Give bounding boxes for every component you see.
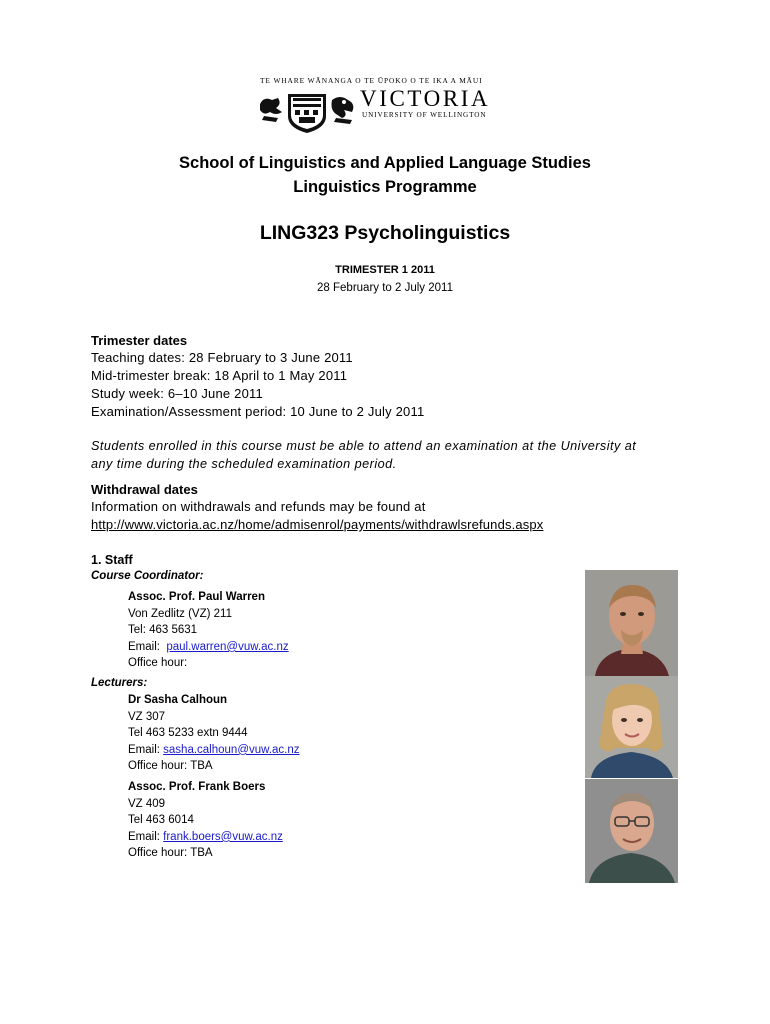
- staff-heading: 1. Staff: [91, 553, 133, 567]
- exam-period: Examination/Assessment period: 10 June to 2 July 2011: [91, 404, 425, 419]
- staff-office: Von Zedlitz (VZ) 211: [128, 607, 232, 620]
- course-dates: 28 February to 2 July 2011: [317, 282, 453, 294]
- programme-name: Linguistics Programme: [293, 178, 477, 196]
- crest-icon: [258, 86, 358, 134]
- staff-name: Assoc. Prof. Frank Boers: [128, 781, 266, 793]
- staff-office-hour: Office hour: TBA: [128, 847, 213, 860]
- email-label: Email:: [128, 640, 160, 653]
- school-heading: [0, 151, 770, 199]
- coordinator-label: Course Coordinator:: [91, 570, 204, 582]
- university-subtitle: UNIVERSITY OF WELLINGTON: [362, 111, 487, 119]
- lecturers-label: Lecturers:: [91, 677, 148, 689]
- photo-paul-warren: [585, 570, 678, 676]
- staff-office-hour: Office hour: TBA: [128, 760, 213, 773]
- staff-tel: Tel 463 6014: [128, 814, 194, 827]
- study-week: Study week: 6–10 June 2011: [91, 386, 263, 401]
- staff-email-row: [128, 742, 300, 759]
- school-name: School of Linguistics and Applied Language Studies: [179, 154, 591, 172]
- staff-card-paul-warren: [128, 589, 289, 672]
- staff-office: VZ 307: [128, 710, 166, 723]
- staff-card-frank-boers: [128, 779, 283, 862]
- withdrawal-section: [91, 481, 691, 534]
- course-title: LING323 Psycholinguistics: [259, 222, 511, 244]
- email-link[interactable]: sasha.calhoun@vuw.ac.nz: [163, 743, 300, 756]
- staff-card-sasha-calhoun: [128, 692, 300, 775]
- staff-name: Dr Sasha Calhoun: [128, 694, 228, 706]
- exam-note: [91, 437, 691, 473]
- university-name: VICTORIA: [360, 86, 491, 111]
- email-link[interactable]: frank.boers@vuw.ac.nz: [163, 830, 283, 843]
- exam-note-line-2: any time during the scheduled examination period.: [91, 457, 397, 471]
- email-label: Email:: [128, 830, 160, 843]
- staff-office: VZ 409: [128, 797, 166, 810]
- university-logo: [258, 76, 518, 134]
- staff-office-hour: Office hour:: [128, 657, 188, 670]
- email-label: Email:: [128, 743, 160, 756]
- withdrawal-heading: Withdrawal dates: [91, 482, 198, 497]
- trimester-dates-heading: Trimester dates: [91, 333, 188, 348]
- email-link[interactable]: paul.warren@vuw.ac.nz: [166, 640, 289, 653]
- staff-tel: Tel: 463 5631: [128, 624, 198, 637]
- withdrawal-text: Information on withdrawals and refunds may be found at: [91, 499, 426, 514]
- trimester-dates-section: [91, 332, 691, 421]
- exam-note-line-1: Students enrolled in this course must be able to attend an examination at the University at: [91, 439, 637, 453]
- trimester-label: TRIMESTER 1 2011: [335, 264, 435, 276]
- maori-name-line: TE WHARE WĀNANGA O TE ŪPOKO O TE IKA A MĀUI: [260, 76, 483, 85]
- staff-email-row: [128, 639, 289, 656]
- photo-frank-boers: [585, 779, 678, 883]
- staff-tel: Tel 463 5233 extn 9444: [128, 727, 248, 740]
- withdrawal-link[interactable]: http://www.victoria.ac.nz/home/admisenrol/payments/withdrawlsrefunds.aspx: [91, 517, 544, 532]
- staff-name: Assoc. Prof. Paul Warren: [128, 591, 265, 603]
- photo-sasha-calhoun: [585, 676, 678, 778]
- mid-trimester-break: Mid-trimester break: 18 April to 1 May 2011: [91, 368, 348, 383]
- staff-email-row: [128, 829, 283, 846]
- teaching-dates: Teaching dates: 28 February to 3 June 2011: [91, 350, 353, 365]
